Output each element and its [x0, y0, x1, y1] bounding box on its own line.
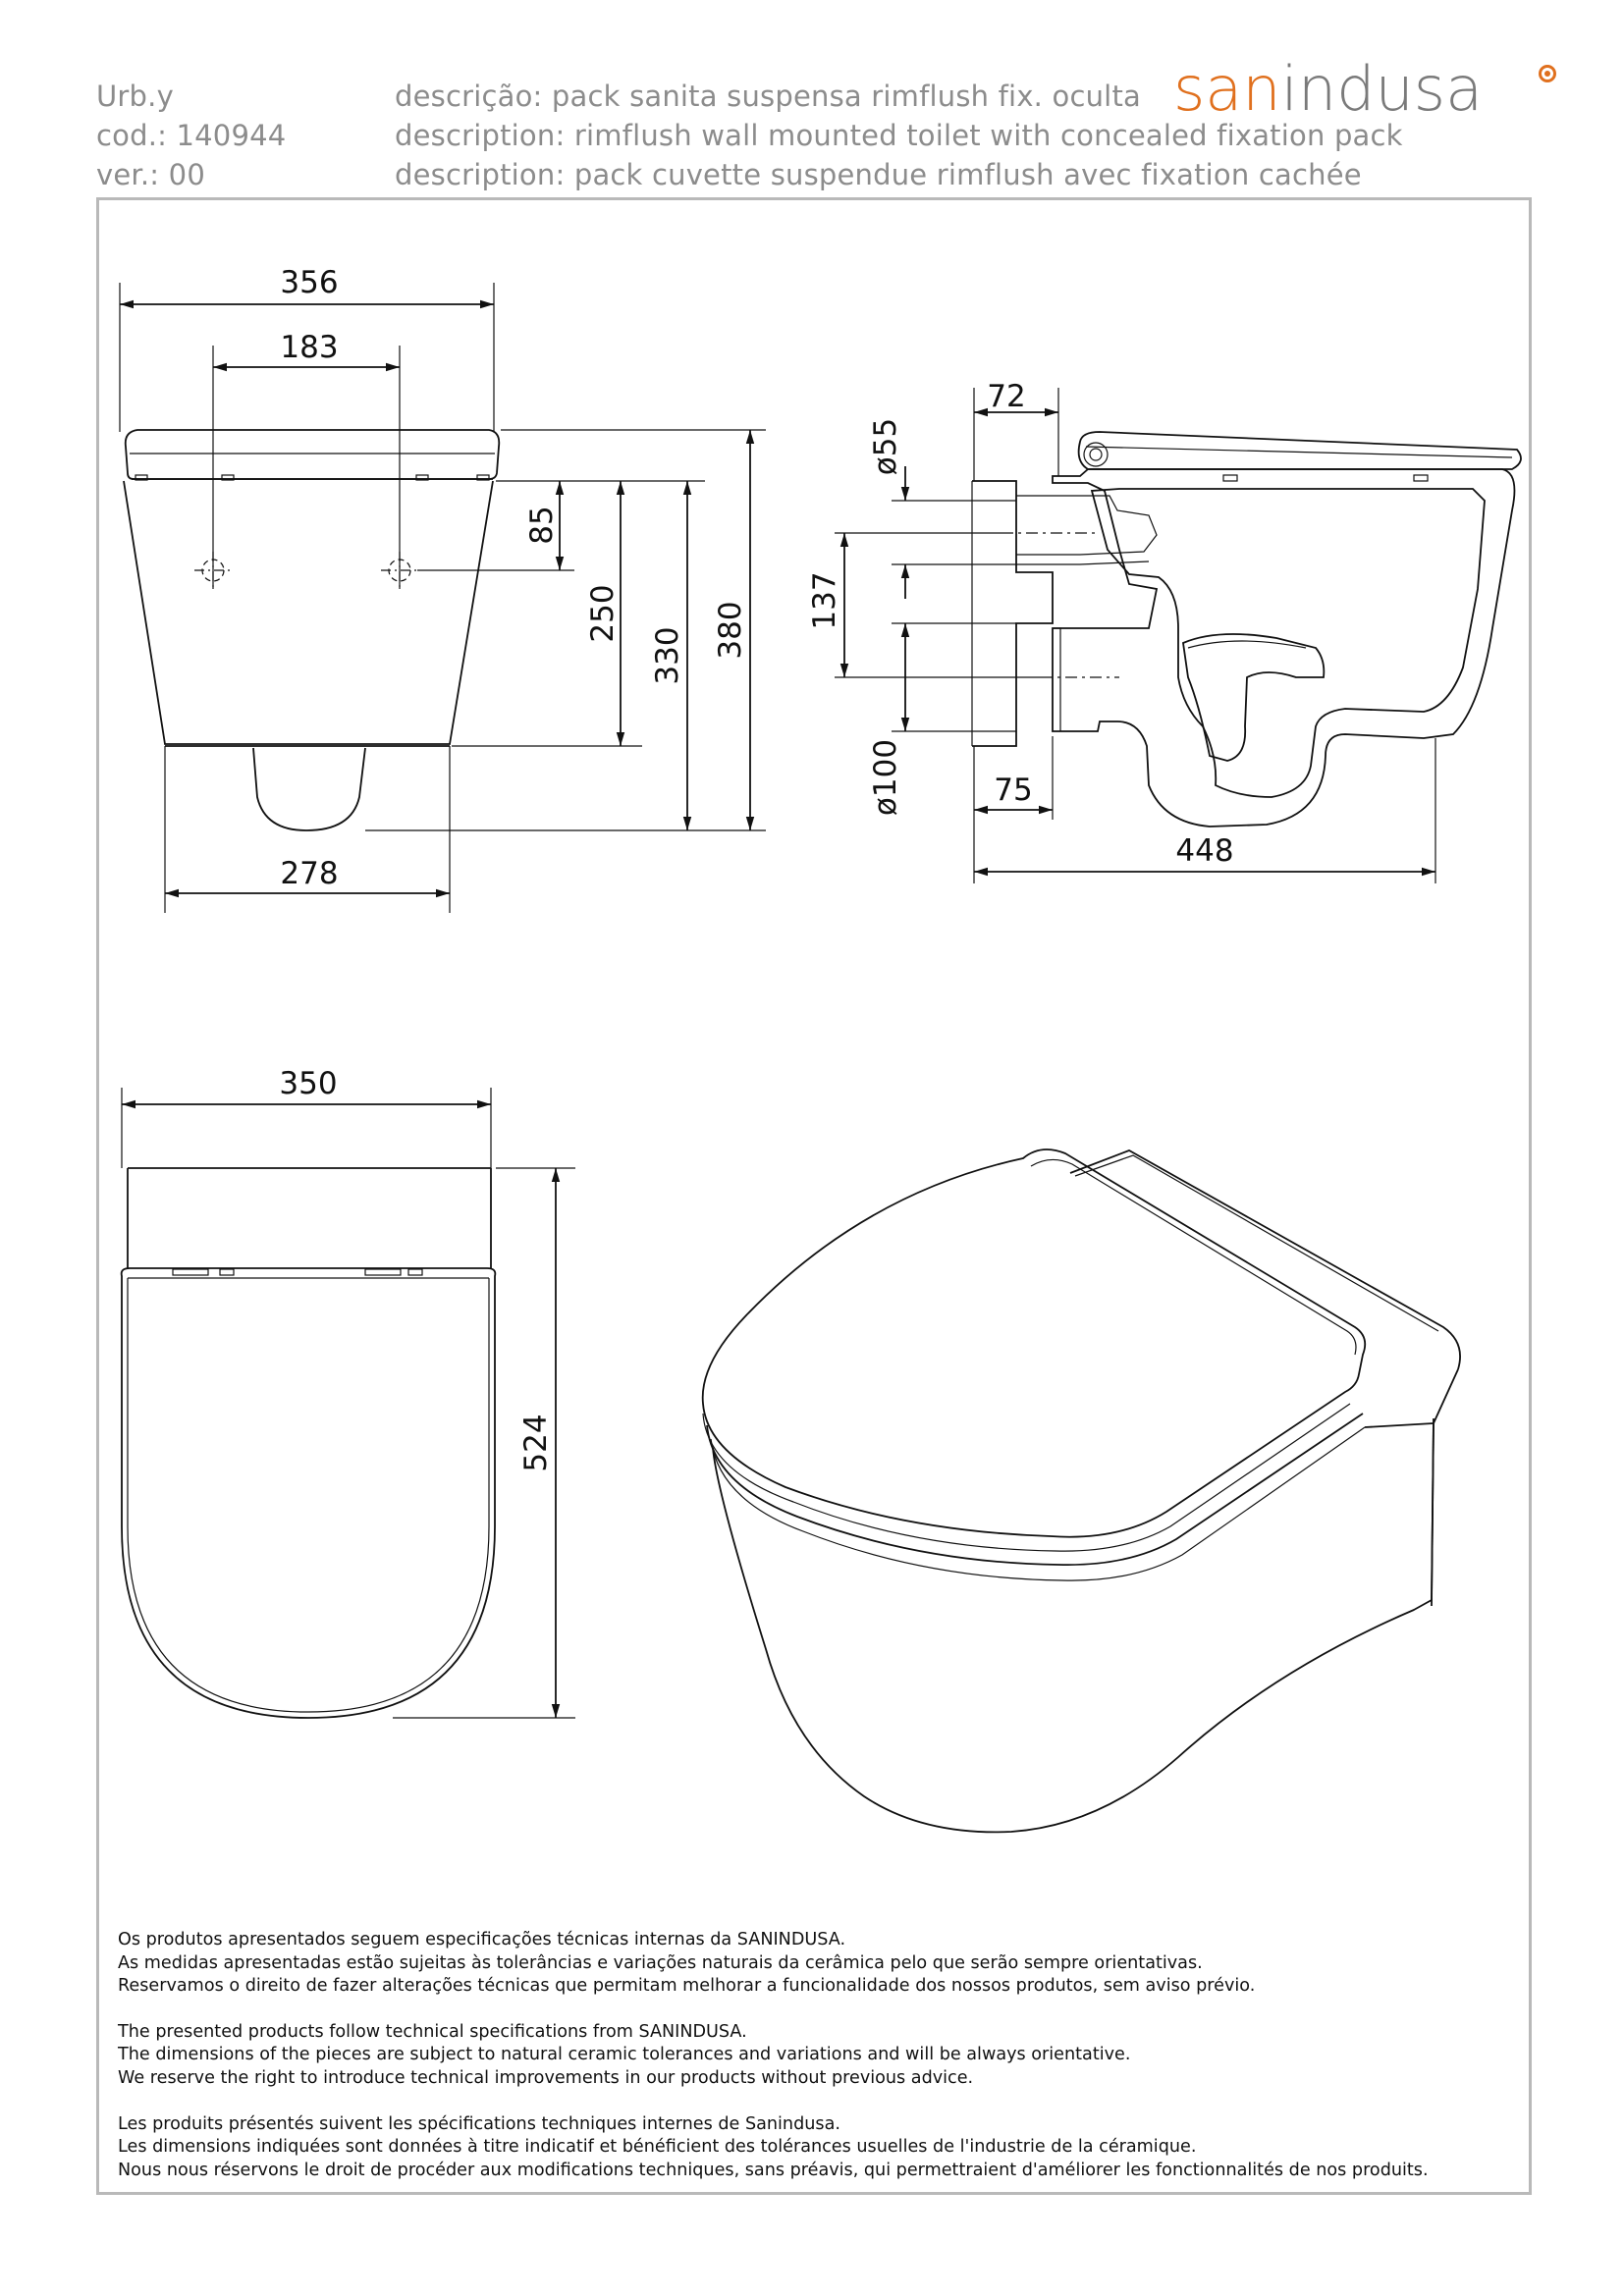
dim-350: 350	[279, 1066, 338, 1101]
logo-text-indusa: indusa	[1280, 53, 1484, 125]
dim-356: 356	[280, 265, 339, 300]
dim-524: 524	[518, 1414, 554, 1472]
perspective-view	[703, 1149, 1460, 1832]
dim-183: 183	[280, 330, 339, 365]
notes-french	[118, 2113, 1429, 2183]
description-en: description: rimflush wall mounted toilet with concealed fixation pack	[395, 119, 1403, 152]
note-line: The dimensions of the pieces are subject to natural ceramic tolerances and variations and will be always orientative.	[118, 2045, 1131, 2065]
top-view	[122, 1066, 575, 1718]
dim-330: 330	[650, 626, 685, 685]
front-view	[120, 265, 766, 913]
description-pt: descrição: pack sanita suspensa rimflush fix. oculta	[395, 80, 1141, 113]
product-version: ver.: 00	[96, 158, 205, 191]
note-line: As medidas apresentadas estão sujeitas às tolerâncias e variações naturais da cerâmica pelo que serão sempre orientativas.	[118, 1952, 1203, 1973]
description-fr: description: pack cuvette suspendue rimflush avec fixation cachée	[395, 158, 1362, 191]
side-section-view	[807, 379, 1521, 883]
note-line: Os produtos apresentados seguem especificações técnicas internas da SANINDUSA.	[118, 1930, 846, 1949]
dim-380: 380	[713, 601, 748, 660]
note-line: We reserve the right to introduce technical improvements in our products without previous advice.	[118, 2067, 974, 2088]
dim-137: 137	[807, 571, 842, 630]
dim-72: 72	[987, 379, 1026, 414]
product-name: Urb.y	[96, 80, 174, 113]
dim-448: 448	[1175, 833, 1234, 869]
note-line: Reservamos o direito de fazer alterações técnicas que permitam melhorar a funcionalidade dos nossos produtos, sem aviso prévio.	[118, 1976, 1256, 1997]
note-line: The presented products follow technical specifications from SANINDUSA.	[118, 2021, 747, 2042]
notes-english	[118, 2021, 1429, 2091]
dim-d100: ø100	[868, 738, 903, 817]
dim-75: 75	[994, 773, 1033, 808]
logo-text-san: san	[1173, 53, 1281, 125]
product-code: cod.: 140944	[96, 119, 287, 152]
disclaimer-notes	[118, 1929, 1429, 2205]
dim-d55: ø55	[868, 417, 903, 476]
dim-278: 278	[280, 856, 339, 891]
dim-85: 85	[524, 506, 560, 545]
dim-250: 250	[585, 584, 621, 643]
note-line: Les produits présentés suivent les spécifications techniques internes de Sanindusa.	[118, 2113, 840, 2134]
notes-portuguese	[118, 1929, 1429, 1999]
note-line: Nous nous réservons le droit de procéder aux modifications techniques, sans préavis, qui permettraient d'améliorer les fonctionnalités de nos produits.	[118, 2160, 1429, 2180]
note-line: Les dimensions indiquées sont données à titre indicatif et bénéficient des tolérances usuelles de l'industrie de la céramique.	[118, 2137, 1197, 2158]
